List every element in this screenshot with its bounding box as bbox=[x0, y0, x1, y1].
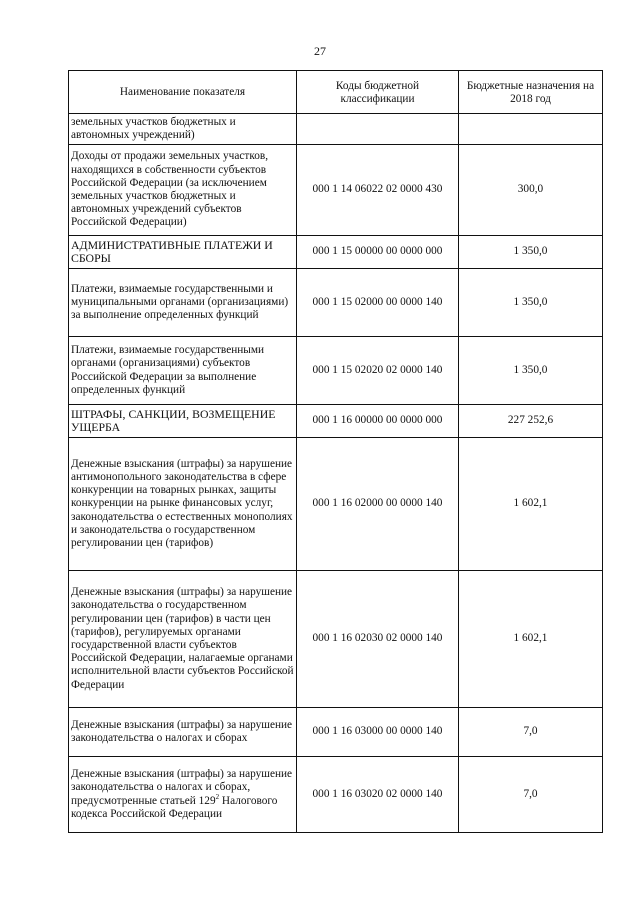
row-code: 000 1 15 02020 02 0000 140 bbox=[297, 337, 459, 405]
row-code: 000 1 16 00000 00 0000 000 bbox=[297, 405, 459, 438]
row-amount: 1 350,0 bbox=[459, 236, 603, 269]
table-row bbox=[69, 337, 603, 405]
page-number: 27 bbox=[314, 44, 326, 58]
row-name: земельных участков бюджетных и автономных учреждений) bbox=[69, 114, 297, 145]
row-code: 000 1 15 00000 00 0000 000 bbox=[297, 236, 459, 269]
table-row bbox=[69, 708, 603, 757]
table-row bbox=[69, 405, 603, 438]
header-amount: Бюджетные назначения на 2018 год bbox=[459, 71, 603, 114]
row-amount: 1 602,1 bbox=[459, 438, 603, 571]
table-row bbox=[69, 571, 603, 708]
row-amount: 1 350,0 bbox=[459, 269, 603, 337]
row-name: Доходы от продажи земельных участков, находящихся в собственности субъектов Российской Федерации (за исключением земельных участков бюджетных и автономных учреждений субъектов Российской Федерации) bbox=[69, 145, 297, 236]
table-row bbox=[69, 269, 603, 337]
row-amount: 227 252,6 bbox=[459, 405, 603, 438]
header-name: Наименование показателя bbox=[69, 71, 297, 114]
row-name: Платежи, взимаемые государственными и муниципальными органами (организациями) за выполнение определенных функций bbox=[69, 269, 297, 337]
header-code: Коды бюджетной классификации bbox=[297, 71, 459, 114]
row-amount: 1 350,0 bbox=[459, 337, 603, 405]
row-name: ШТРАФЫ, САНКЦИИ, ВОЗМЕЩЕНИЕ УЩЕРБА bbox=[69, 405, 297, 438]
row-name: Денежные взыскания (штрафы) за нарушение антимонопольного законодательства в сфере конкуренции на товарных рынках, защиты конкуренции на рынке финансовых услуг, законодательства о естественных монополиях и законодательства о государственном регулировании цен (тарифов) bbox=[69, 438, 297, 571]
article-superscript: 2 bbox=[215, 792, 220, 801]
row-code: 000 1 16 03020 02 0000 140 bbox=[297, 757, 459, 833]
row-code: 000 1 15 02000 00 0000 140 bbox=[297, 269, 459, 337]
row-name: Платежи, взимаемые государственными органами (организациями) субъектов Российской Федерации за выполнение определенных функций bbox=[69, 337, 297, 405]
row-amount bbox=[459, 114, 603, 145]
row-amount: 1 602,1 bbox=[459, 571, 603, 708]
row-name-text-end: Налогового кодекса Российской Федерации bbox=[71, 794, 278, 820]
budget-table bbox=[68, 70, 603, 833]
table-row bbox=[69, 438, 603, 571]
row-name-text: Денежные взыскания (штрафы) за нарушение законодательства о налогах и сборах, предусмотренные статьей 129 bbox=[71, 768, 293, 807]
row-name: Денежные взыскания (штрафы) за нарушение законодательства о налогах и сборах bbox=[69, 708, 297, 757]
table-row bbox=[69, 757, 603, 833]
row-code: 000 1 14 06022 02 0000 430 bbox=[297, 145, 459, 236]
row-code: 000 1 16 02000 00 0000 140 bbox=[297, 438, 459, 571]
table-row bbox=[69, 145, 603, 236]
row-code: 000 1 16 02030 02 0000 140 bbox=[297, 571, 459, 708]
row-amount: 7,0 bbox=[459, 757, 603, 833]
row-name: АДМИНИСТРАТИВНЫЕ ПЛАТЕЖИ И СБОРЫ bbox=[69, 236, 297, 269]
row-code: 000 1 16 03000 00 0000 140 bbox=[297, 708, 459, 757]
table-header-row bbox=[69, 71, 603, 114]
row-code bbox=[297, 114, 459, 145]
row-name: Денежные взыскания (штрафы) за нарушение законодательства о государственном регулировании цен (тарифов) в части цен (тарифов), регулируемых органами государственной власти субъектов Российской Федерации, налагаемые органами исполнительной власти субъектов Российской Федерации bbox=[69, 571, 297, 708]
row-amount: 300,0 bbox=[459, 145, 603, 236]
table-row bbox=[69, 114, 603, 145]
table-row bbox=[69, 236, 603, 269]
row-amount: 7,0 bbox=[459, 708, 603, 757]
row-name bbox=[69, 757, 297, 833]
